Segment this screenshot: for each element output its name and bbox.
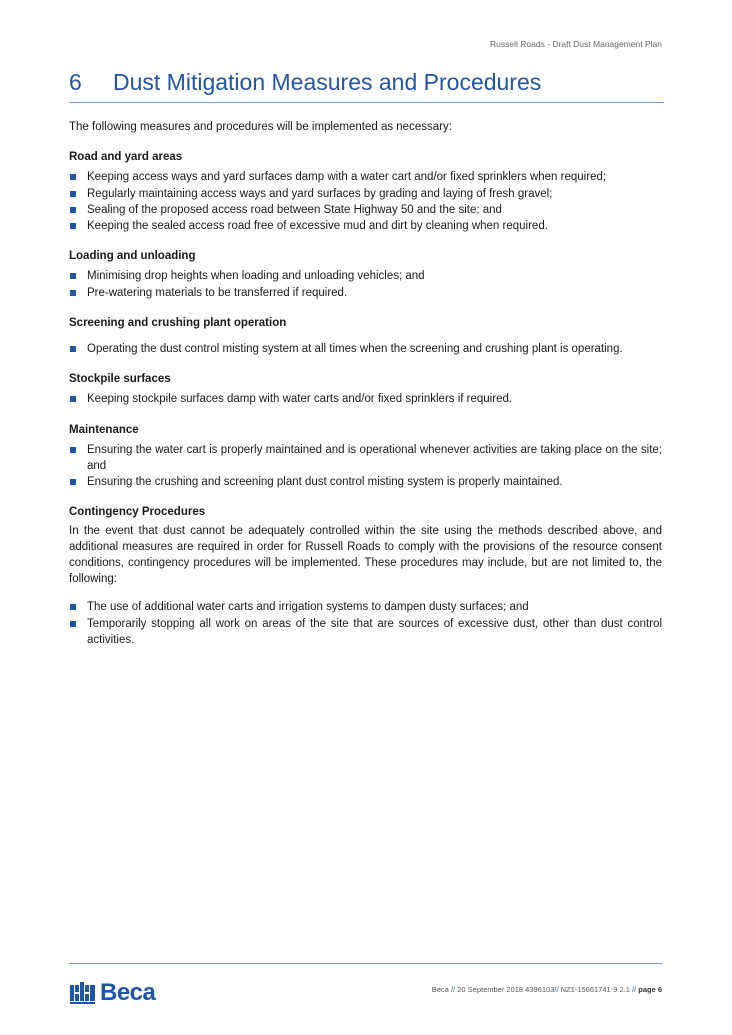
- square-bullet-icon: [70, 479, 76, 485]
- road-yard-list: [69, 169, 662, 234]
- page-number: page 6: [638, 985, 662, 994]
- footer-date-ref: 20 September 2018 4396103: [457, 985, 555, 994]
- list-item: Keeping stockpile surfaces damp with water carts and/or fixed sprinklers if required.: [69, 391, 662, 407]
- square-bullet-icon: [70, 621, 76, 627]
- footer-doc-ref: NZ1-15661741-9 2.1: [560, 985, 630, 994]
- beca-logo-icon: [70, 982, 96, 1004]
- list-item: Pre-watering materials to be transferred if required.: [69, 285, 662, 301]
- section-heading-stockpile: Stockpile surfaces: [69, 373, 171, 386]
- running-header: Russell Roads - Draft Dust Management Plan: [490, 39, 662, 49]
- maintenance-list: [69, 442, 662, 491]
- contingency-list: [69, 599, 662, 648]
- square-bullet-icon: [70, 290, 76, 296]
- stockpile-list: [69, 391, 662, 407]
- list-item: Temporarily stopping all work on areas of the site that are sources of excessive dust, other than dust control activities.: [69, 616, 662, 648]
- list-item: Minimising drop heights when loading and unloading vehicles; and: [69, 268, 662, 284]
- section-heading-loading: Loading and unloading: [69, 250, 196, 263]
- list-item: The use of additional water carts and irrigation systems to dampen dusty surfaces; and: [69, 599, 662, 615]
- footer-separator: //: [450, 985, 456, 994]
- list-item: Ensuring the water cart is properly maintained and is operational whenever activities are taking place on the site; and: [69, 442, 662, 474]
- square-bullet-icon: [70, 191, 76, 197]
- section-heading-contingency: Contingency Procedures: [69, 506, 206, 519]
- list-item: Ensuring the crushing and screening plant dust control misting system is properly maintained.: [69, 474, 662, 490]
- chapter-number: 6: [69, 69, 82, 95]
- square-bullet-icon: [70, 346, 76, 352]
- section-heading-road-yard: Road and yard areas: [69, 151, 183, 164]
- square-bullet-icon: [70, 447, 76, 453]
- list-item: Regularly maintaining access ways and yard surfaces by grading and laying of fresh gravel;: [69, 186, 662, 202]
- footer-company: Beca: [431, 985, 449, 994]
- square-bullet-icon: [70, 223, 76, 229]
- list-item: Keeping the sealed access road free of excessive mud and dirt by cleaning when required.: [69, 218, 662, 234]
- square-bullet-icon: [70, 207, 76, 213]
- footer-reference: [432, 985, 662, 994]
- footer-separator: //: [554, 985, 559, 994]
- spacer: [69, 587, 662, 599]
- square-bullet-icon: [70, 174, 76, 180]
- section-heading-maintenance: Maintenance: [69, 423, 139, 436]
- section-heading-screening: Screening and crushing plant operation: [69, 316, 287, 329]
- square-bullet-icon: [70, 273, 76, 279]
- square-bullet-icon: [70, 604, 76, 610]
- footer-divider: [69, 963, 662, 964]
- list-item: Sealing of the proposed access road between State Highway 50 and the site; and: [69, 202, 662, 218]
- list-item: Operating the dust control misting system at all times when the screening and crushing plant is operating.: [69, 341, 662, 357]
- document-body: [69, 119, 662, 648]
- list-item: Keeping access ways and yard surfaces damp with a water cart and/or fixed sprinklers when required;: [69, 169, 662, 185]
- loading-list: [69, 268, 662, 300]
- contingency-paragraph: In the event that dust cannot be adequately controlled within the site using the methods described above, and additional measures are required in order for Russell Roads to comply with the provisions of the resource consent conditions, contingency procedures will be implemented. These procedures may include, but are not limited to, the following:: [69, 524, 662, 586]
- beca-logo: [70, 980, 155, 1006]
- footer-separator: //: [631, 985, 637, 994]
- screening-list: [69, 341, 662, 357]
- chapter-title: Dust Mitigation Measures and Procedures: [113, 69, 542, 95]
- heading-divider: [69, 102, 664, 103]
- logo-wordmark: Beca: [100, 979, 156, 1006]
- square-bullet-icon: [70, 396, 76, 402]
- intro-text: The following measures and procedures will be implemented as necessary:: [69, 121, 452, 133]
- chapter-heading: [69, 68, 664, 96]
